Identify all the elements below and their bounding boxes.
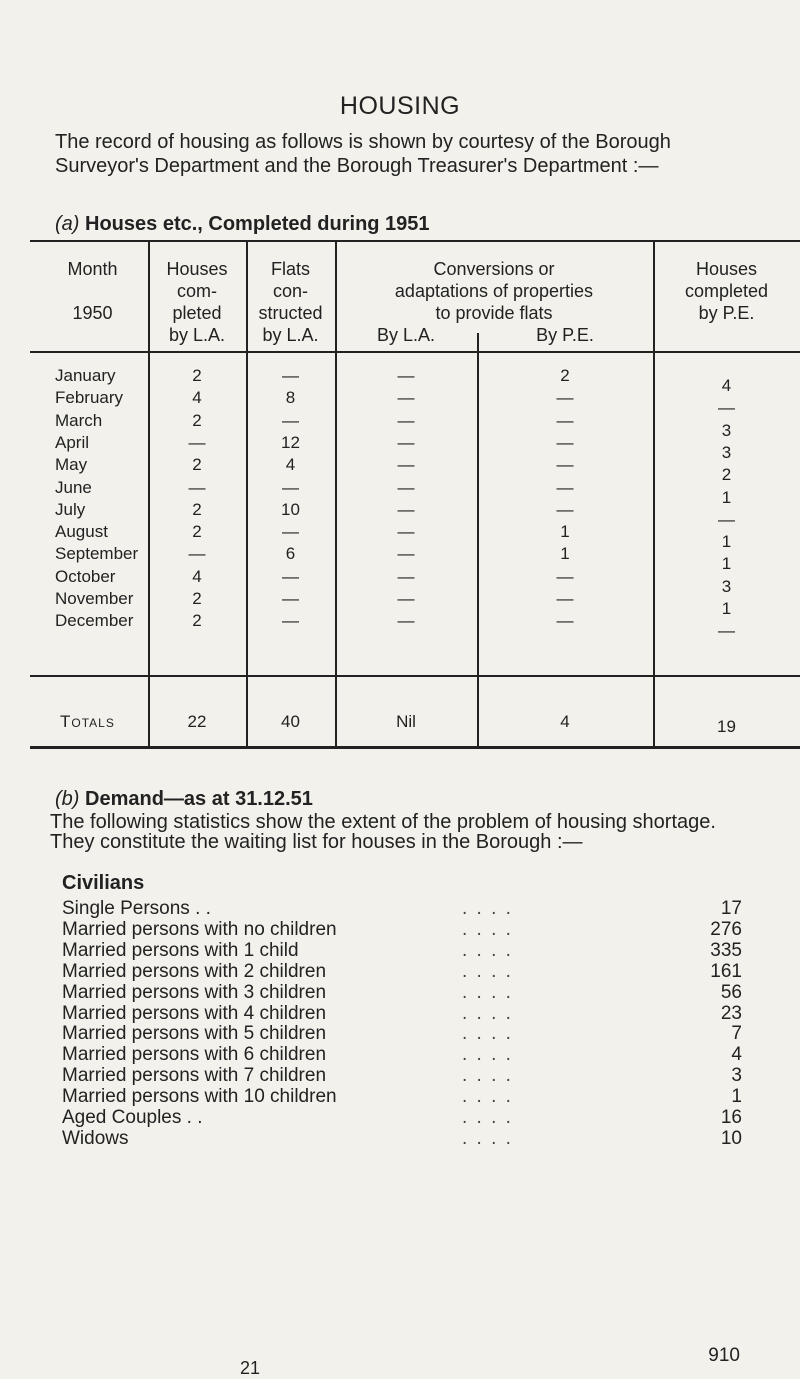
header-line: pleted — [172, 303, 222, 323]
header-line: structed — [258, 303, 323, 323]
cell-conv-pe: 1 — [560, 522, 570, 542]
leader-dots: . . . . — [462, 1002, 513, 1024]
header-line: Conversions or — [433, 259, 555, 279]
demand-paragraph: The following statistics show the extent of the problem of housing shortage. They constitute the waiting list for houses in the Borough :— — [50, 811, 716, 853]
cell-conv-la: — — [397, 566, 415, 586]
cell-flats-la: 8 — [285, 388, 296, 408]
col-divider — [477, 333, 479, 748]
cell-houses-pe: 3 — [721, 442, 732, 462]
cell-flats-la: 6 — [285, 544, 296, 564]
header-line: Flats — [270, 259, 310, 279]
header-line: adaptations of properties — [394, 281, 594, 301]
list-item-label: Married persons with 6 children — [62, 1044, 327, 1066]
waiting-list-total: 910 — [708, 1345, 740, 1366]
leader-dots: . . . . — [462, 918, 513, 940]
month-label: December — [55, 611, 134, 631]
header-line: Houses — [695, 259, 758, 279]
cell-houses-pe: — — [718, 509, 735, 529]
cell-houses-pe: — — [718, 398, 735, 418]
list-item — [62, 1003, 742, 1025]
cell-houses-pe: — — [718, 621, 735, 641]
leader-dots: . . . . — [462, 1127, 513, 1149]
cell-conv-pe: — — [556, 499, 574, 519]
cell-flats-la: — — [282, 566, 299, 586]
list-item — [62, 1065, 742, 1087]
header-houses-pe — [653, 258, 800, 324]
intro-paragraph: The record of housing as follows is shown by courtesy of the Borough Surveyor's Department and the Borough Treasurer's Department :— — [55, 131, 671, 177]
cell-houses-la: — — [188, 544, 206, 564]
header-flats-la — [246, 258, 335, 346]
month-label: September — [55, 544, 139, 564]
cell-conv-pe: — — [556, 455, 574, 475]
list-item — [62, 940, 742, 962]
month-label: May — [55, 455, 88, 475]
cell-flats-la: — — [282, 477, 299, 497]
month-label: October — [55, 566, 116, 586]
section-a-marker: (a) — [55, 213, 80, 235]
list-item-label: Married persons with 10 children — [62, 1086, 337, 1108]
table-header-rule — [30, 351, 800, 353]
header-line: con- — [272, 281, 308, 301]
cell-houses-la: 2 — [192, 589, 202, 608]
total-houses-la: 22 — [187, 712, 207, 731]
cell-houses-pe: 1 — [721, 487, 732, 507]
list-item — [62, 1128, 742, 1150]
section-b-marker: (b) — [55, 788, 80, 810]
cell-flats-la: — — [282, 366, 299, 385]
month-label: April — [55, 432, 90, 452]
cell-conv-la: — — [397, 477, 415, 497]
cell-flats-la: — — [282, 410, 299, 430]
cell-conv-pe: — — [556, 432, 574, 452]
header-line: by P.E. — [698, 303, 755, 323]
list-item-value: 161 — [710, 960, 742, 982]
list-item — [62, 1086, 742, 1108]
cell-conv-la: — — [397, 455, 415, 475]
list-item-value: 335 — [710, 939, 742, 961]
leader-dots: . . . . — [462, 1107, 513, 1128]
month-label: March — [55, 410, 103, 430]
cell-houses-la: 4 — [192, 388, 202, 408]
cell-flats-la: 4 — [285, 455, 296, 475]
list-item — [62, 1044, 742, 1066]
table-bottom-rule — [30, 746, 800, 749]
header-line: by L.A. — [262, 325, 319, 345]
list-item — [62, 961, 742, 983]
list-item — [62, 982, 742, 1004]
cell-conv-pe: — — [556, 566, 574, 586]
col-divider — [246, 240, 248, 748]
section-b-text: Demand—as at 31.12.51 — [85, 788, 313, 810]
list-item-value: 23 — [720, 1002, 742, 1024]
list-item-value: 3 — [731, 1065, 742, 1087]
list-item-label: Married persons with no children — [62, 918, 337, 940]
cell-conv-la: — — [397, 410, 415, 430]
month-label: June — [55, 477, 92, 497]
cell-houses-pe: 3 — [721, 420, 732, 440]
month-label: July — [55, 499, 86, 519]
cell-houses-la: 4 — [192, 566, 202, 586]
list-item-label: Married persons with 3 children — [62, 981, 327, 1003]
leader-dots: . . . . — [462, 981, 513, 1003]
list-item-value: 7 — [731, 1023, 742, 1045]
leader-dots: . . . . — [462, 960, 513, 982]
leader-dots: . . . . — [462, 1065, 513, 1087]
page-heading: HOUSING — [339, 92, 461, 120]
month-label: February — [55, 388, 124, 408]
cell-houses-la: 2 — [192, 366, 202, 385]
section-a-text: Houses etc., Completed during 1951 — [85, 213, 430, 235]
cell-conv-la: — — [397, 499, 415, 519]
cell-conv-la: — — [397, 432, 415, 452]
header-month — [40, 258, 145, 324]
cell-houses-pe: 1 — [721, 599, 732, 618]
cell-houses-la: 2 — [192, 455, 202, 475]
header-line: Month — [67, 259, 118, 279]
list-item-label: Aged Couples . . — [62, 1107, 203, 1128]
list-item-label: Widows — [62, 1127, 129, 1149]
leader-dots: . . . . — [462, 1023, 513, 1045]
cell-conv-la: — — [397, 366, 415, 385]
total-conv-pe: 4 — [560, 712, 570, 731]
list-item-value: 16 — [720, 1107, 742, 1128]
list-item-value: 276 — [710, 918, 742, 940]
list-item-label: Married persons with 4 children — [62, 1002, 327, 1024]
list-item — [62, 919, 742, 941]
header-line: Houses — [166, 259, 228, 279]
list-item — [62, 1023, 742, 1045]
list-item-value: 4 — [731, 1044, 742, 1066]
cell-conv-pe: — — [556, 477, 574, 497]
leader-dots: . . . . — [462, 1044, 513, 1066]
cell-houses-pe: 3 — [721, 576, 732, 596]
cell-conv-la: — — [397, 388, 415, 408]
total-houses-pe: 19 — [717, 717, 736, 736]
header-conv-la: By L.A. — [376, 325, 436, 345]
cell-houses-pe: 1 — [721, 554, 732, 574]
header-houses-la — [148, 258, 246, 346]
header-line: 1950 — [72, 303, 113, 323]
list-item — [62, 1107, 742, 1129]
cell-houses-pe: 4 — [721, 376, 732, 395]
civilians-heading: Civilians — [62, 872, 145, 894]
cell-houses-la: 2 — [192, 410, 202, 430]
month-label: November — [55, 589, 134, 608]
header-conv-pe: By P.E. — [536, 325, 594, 345]
total-flats-la: 40 — [281, 712, 300, 731]
cell-conv-la: — — [397, 611, 415, 631]
leader-dots: . . . . — [462, 939, 513, 961]
col-divider — [335, 240, 337, 748]
cell-houses-la: 2 — [192, 522, 202, 542]
cell-conv-la: — — [397, 589, 415, 608]
list-item — [62, 898, 742, 920]
list-item-value: 56 — [720, 981, 742, 1003]
cell-conv-pe: — — [556, 589, 574, 608]
cell-flats-la: — — [282, 589, 299, 608]
cell-conv-pe: — — [556, 388, 574, 408]
cell-houses-la: — — [188, 477, 206, 497]
cell-conv-la: — — [397, 544, 415, 564]
cell-conv-pe: 2 — [560, 366, 570, 385]
list-item-label: Single Persons . . — [62, 898, 211, 919]
table-top-rule — [30, 240, 800, 242]
cell-conv-pe: — — [556, 410, 574, 430]
total-conv-la: Nil — [396, 712, 416, 731]
section-a-title — [55, 213, 430, 236]
cell-flats-la: — — [282, 522, 299, 542]
list-item-label: Married persons with 7 children — [62, 1065, 327, 1087]
cell-houses-la: 2 — [192, 499, 202, 519]
col-divider — [148, 240, 150, 748]
list-item-label: Married persons with 2 children — [62, 960, 327, 982]
header-line: completed — [684, 281, 769, 301]
cell-houses-la: 2 — [192, 611, 202, 631]
list-item-label: Married persons with 5 children — [62, 1023, 327, 1045]
cell-conv-la: — — [397, 522, 415, 542]
header-line: by L.A. — [168, 325, 226, 345]
cell-houses-la: — — [188, 432, 206, 452]
month-label: August — [55, 522, 108, 542]
list-item-value: 17 — [720, 898, 742, 919]
header-line: com- — [177, 281, 217, 301]
col-divider — [653, 240, 655, 748]
page-number: 21 — [240, 1358, 261, 1378]
totals-label: Totals — [60, 712, 115, 731]
list-item-value: 10 — [720, 1127, 742, 1149]
cell-conv-pe: — — [556, 611, 574, 631]
cell-flats-la: 10 — [281, 499, 300, 519]
cell-houses-pe: 1 — [721, 532, 732, 552]
header-conversions — [335, 258, 653, 324]
cell-flats-la: — — [282, 611, 299, 631]
cell-flats-la: 12 — [281, 432, 300, 452]
cell-houses-pe: 2 — [721, 465, 732, 485]
leader-dots: . . . . — [462, 898, 513, 919]
header-line: to provide flats — [435, 303, 553, 323]
list-item-value: 1 — [731, 1086, 742, 1108]
leader-dots: . . . . — [462, 1086, 513, 1108]
section-b-title — [55, 788, 313, 811]
month-label: January — [55, 366, 116, 385]
list-item-label: Married persons with 1 child — [62, 939, 299, 961]
table-totals-rule — [30, 675, 800, 677]
cell-conv-pe: 1 — [560, 544, 570, 564]
